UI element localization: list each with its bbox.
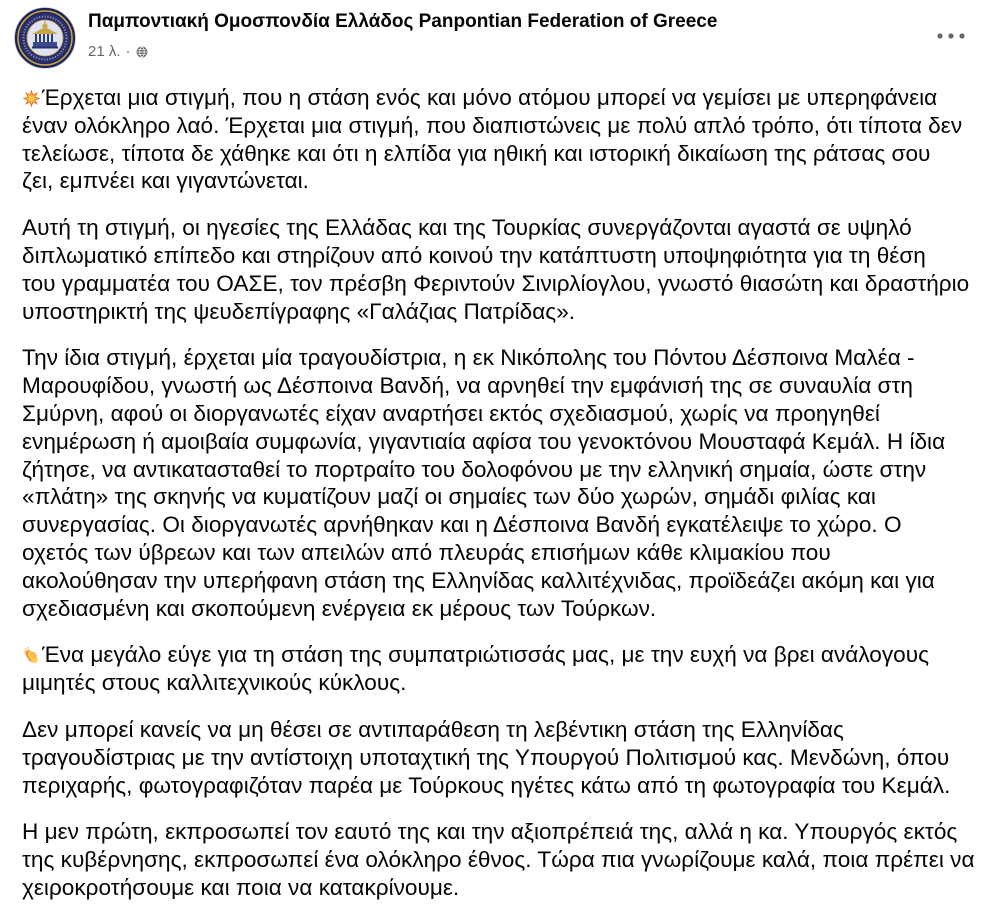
post-text-line	[22, 641, 929, 669]
post-text-line: χειροκροτήσουμε και ποια να κατακρίνουμε.	[22, 874, 460, 900]
post-paragraph-3	[22, 344, 975, 622]
post-text-line-text: Έρχεται μια στιγμή, που η στάση ενός και μόνο ατόμου μπορεί να γεμίσει με υπερηφάνεια	[42, 85, 938, 110]
meta-separator: ·	[125, 43, 131, 60]
post-text-line: διπλωματικό επίπεδο και στηρίζουν από κοινού την κατάπτυστη υποψηφιότητα για τη θέση	[22, 242, 926, 268]
post-text-line: περιχαρής, φωτογραφιζόταν παρέα με Τούρκους ηγέτες κάτω από τη φωτογραφία του Κεμάλ.	[22, 772, 951, 798]
post-text-line: υποστηρικτή της ψευδεπίγραφης «Γαλάζιας Πατρίδας».	[22, 298, 576, 324]
post-text-line: τραγουδίστριας με την αντίστοιχη υποταχτική της Υπουργού Πολιτισμού κας. Μενδώνη, όπου	[22, 744, 950, 770]
post-text-line: ζήτησε, να αντικατασταθεί το πορτραίτο του δολοφόνου με την ελληνική σημαία, ώστε στην	[22, 456, 927, 482]
timestamp-link[interactable]: 21 λ.	[88, 43, 121, 60]
post-text-line: του γραμματέα του ΟΑΣΕ, τον πρέσβη Φεριντούν Σινιρλίογλου, γνωστό θιασώτη και δραστήριο	[22, 270, 970, 296]
globe-icon[interactable]	[136, 46, 148, 58]
post-text-line: σχεδιασμένη και σκοπούμενη ενέργεια εκ μέρους των Τούρκων.	[22, 595, 657, 621]
post-paragraph-5	[22, 716, 975, 799]
federation-logo-icon	[14, 7, 76, 69]
post-text-line: ενημέρωση ή αμοιβαία συμφωνία, γιγαντιαία αφίσα του γενοκτόνου Μουσταφά Κεμάλ. Η ίδια	[22, 428, 946, 454]
post-text-line: Δεν μπορεί κανείς να μη θέσει σε αντιπαράθεση τη λεβέντικη στάση της Ελληνίδας	[22, 716, 844, 742]
post-text-line: οχετός των ύβρεων και των απειλών από πλευράς επισήμων κάθε κλιμακίου που	[22, 539, 831, 565]
more-options-button[interactable]	[933, 26, 969, 46]
post-text-line: Την ίδια στιγμή, έρχεται μία τραγουδίστρια, η εκ Νικόπολης του Πόντου Δέσποινα Μαλέα -	[22, 345, 915, 371]
post-text-line	[22, 84, 937, 112]
clapping-hands-emoji-icon	[22, 646, 41, 665]
post-text-line: τελείωσε, τίποτα δε χάθηκε και ότι η ελπίδα για ηθική και ιστορική δικαίωση της ράτσας σου	[22, 140, 931, 166]
post-text-line: ακολούθησαν την υπερήφανη στάση της Ελληνίδας καλλιτέχνιδας, προϊδεάζει ακόμη και για	[22, 567, 935, 593]
post-text-line-text: Ένα μεγάλο εύγε για τη στάση της συμπατριώτισσάς μας, με την ευχή να βρει ανάλογους	[42, 642, 929, 668]
collision-emoji-icon	[22, 89, 41, 108]
avatar[interactable]	[14, 7, 76, 69]
post-text-line: ζει, εμπνέει και γιγαντώνεται.	[22, 168, 309, 194]
post-paragraph-6	[22, 818, 975, 901]
post-text-line: Σμύρνη, αφού οι διοργανωτές είχαν αναρτήσει εκτός σχεδιασμού, χωρίς να προηγηθεί	[22, 400, 880, 426]
post-meta	[88, 43, 148, 61]
post-text-line: της κυβέρνησης, εκπροσωπεί ένα ολόκληρο έθνος. Τώρα πια γνωρίζουμε καλά, ποια πρέπει να	[22, 847, 975, 873]
post-text-line: «πλάτη» της σκηνής να κυματίζουν μαζί οι σημαίες των δύο χωρών, σημάδι φιλίας και	[22, 484, 876, 510]
more-options-icon	[933, 26, 969, 46]
post-text-line: έναν ολόκληρο λαό. Έρχεται μια στιγμή, που διαπιστώνεις με πολύ απλό τρόπο, ότι τίποτα δεν	[22, 112, 963, 138]
post-message	[22, 84, 975, 921]
post-paragraph-2	[22, 214, 975, 325]
post-text-line: μιμητές στους καλλιτεχνικούς κύκλους.	[22, 670, 407, 696]
post-text-line: Η μεν πρώτη, εκπροσωπεί τον εαυτό της και την αξιοπρέπειά της, αλλά η κα. Υπουργός εκτός	[22, 819, 958, 845]
post-paragraph-4	[22, 641, 975, 697]
post-text-line: συνεργασίας. Οι διοργανωτές αρνήθηκαν και η Δέσποινα Βανδή εγκατέλειψε το χώρο. Ο	[22, 512, 902, 538]
author-name-link[interactable]: Παμποντιακή Ομοσπονδία Ελλάδος Panpontian Federation of Greece	[88, 11, 718, 32]
post-text-line: Αυτή τη στιγμή, οι ηγεσίες της Ελλάδας και της Τουρκίας συνεργάζονται αγαστά σε υψηλό	[22, 215, 912, 241]
post-text-line: Μαρουφίδου, γνωστή ως Δέσποινα Βανδή, να αρνηθεί την εμφάνισή της σε συναυλία στη	[22, 373, 913, 399]
post-paragraph-1	[22, 84, 975, 195]
